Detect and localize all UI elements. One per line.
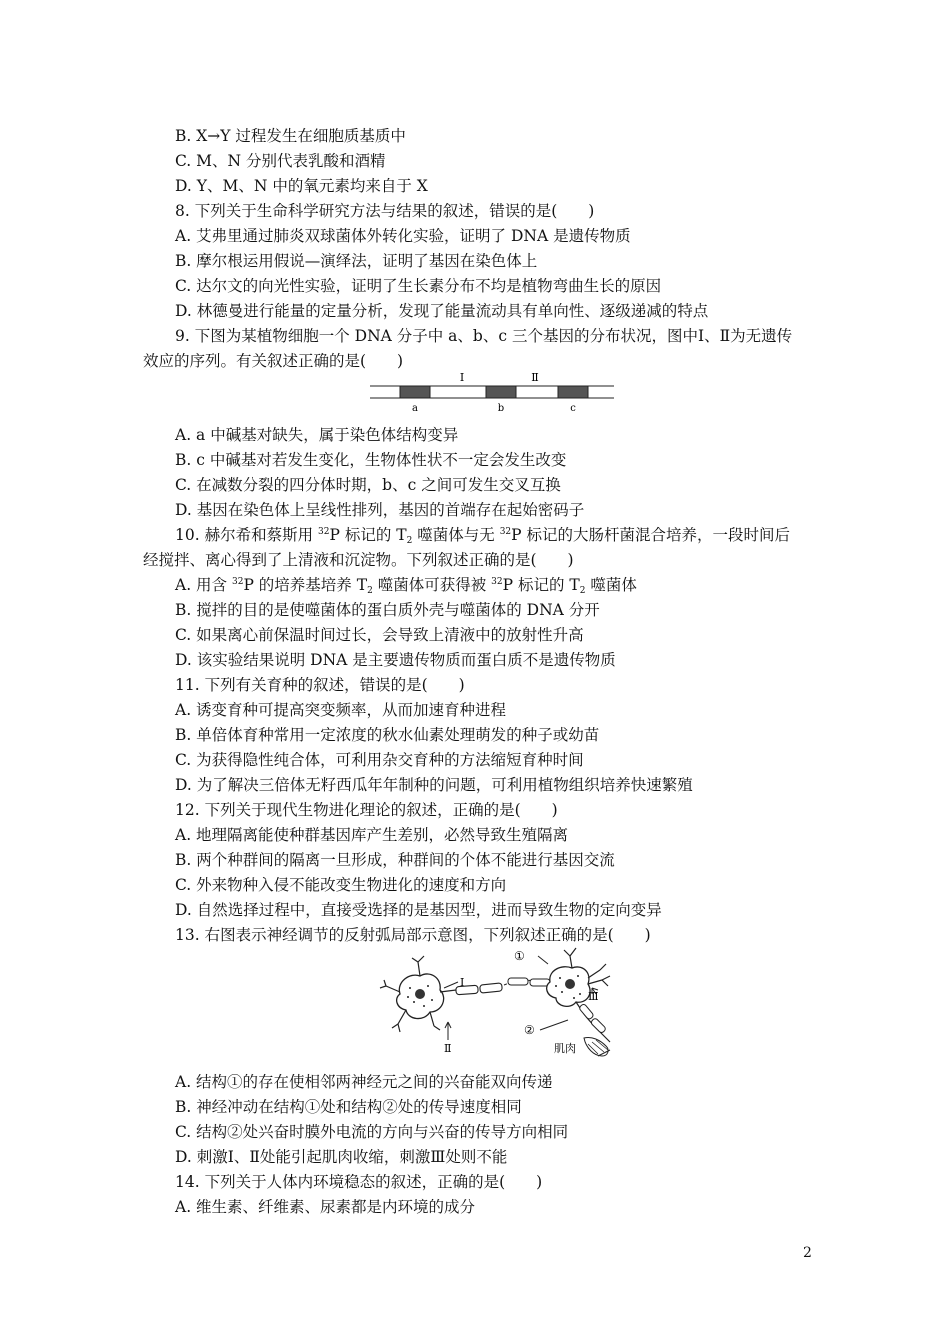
option-14a: A. 维生素、纤维素、尿素都是内环境的成分 <box>175 1198 476 1216</box>
option-13b: B. 神经冲动在结构①处和结构②处的传导速度相同 <box>175 1098 522 1116</box>
option-8a: A. 艾弗里通过肺炎双球菌体外转化实验，证明了 DNA 是遗传物质 <box>175 227 631 245</box>
option-9d: D. 基因在染色体上呈线性排列，基因的首端存在起始密码子 <box>175 501 585 519</box>
neuron-right-body <box>547 948 610 1006</box>
question-9-line1: 9. 下图为某植物细胞一个 DNA 分子中 a、b、c 三个基因的分布状况，图中Ⅰ、Ⅱ为无遗传 <box>175 327 793 345</box>
option-9b: B. c 中碱基对若发生变化，生物体性状不一定会发生改变 <box>175 451 567 469</box>
label-III: Ⅲ <box>588 990 599 1003</box>
option-10c: C. 如果离心前保温时间过长，会导致上清液中的放射性升高 <box>175 626 584 644</box>
gene-label-c: c <box>570 403 576 414</box>
gene-a-block <box>400 386 430 398</box>
label-muscle: 肌肉 <box>554 1042 576 1055</box>
option-11c: C. 为获得隐性纯合体，可利用杂交育种的方法缩短育种时间 <box>175 751 584 769</box>
gene-label-a: a <box>412 403 418 414</box>
question-13: 13. 右图表示神经调节的反射弧局部示意图，下列叙述正确的是( ) <box>175 926 651 944</box>
option-11b: B. 单倍体育种常用一定浓度的秋水仙素处理萌发的种子或幼苗 <box>175 726 600 744</box>
option-12b: B. 两个种群间的隔离一旦形成，种群间的个体不能进行基因交流 <box>175 851 615 869</box>
option-7c: C. M、N 分别代表乳酸和酒精 <box>175 152 386 170</box>
option-13a: A. 结构①的存在使相邻两神经元之间的兴奋能双向传递 <box>175 1073 553 1091</box>
label-I: Ⅰ <box>459 371 465 384</box>
question-14: 14. 下列关于人体内环境稳态的叙述，正确的是( ) <box>175 1173 543 1191</box>
neuron-left-body <box>380 956 444 1032</box>
label-II: Ⅱ <box>444 1042 452 1055</box>
option-12a: A. 地理隔离能使种群基因库产生差别，必然导致生殖隔离 <box>175 826 569 844</box>
dna-gene-diagram <box>368 368 618 416</box>
label-I: Ⅰ <box>460 976 465 989</box>
option-8b: B. 摩尔根运用假说—演绎法，证明了基因在染色体上 <box>175 252 538 270</box>
option-9a: A. a 中碱基对缺失，属于染色体结构变异 <box>175 426 459 444</box>
option-11a: A. 诱变育种可提高突变频率，从而加速育种进程 <box>175 701 507 719</box>
label-circle-2: ② <box>524 1023 535 1037</box>
option-12d: D. 自然选择过程中，直接受选择的是基因型，进而导致生物的定向变异 <box>175 901 662 919</box>
question-12: 12. 下列关于现代生物进化理论的叙述，正确的是( ) <box>175 801 558 819</box>
question-10-line1: 10. 赫尔希和蔡斯用 $^{32}$P 标记的 $T_2$ 噬菌体与无 $^{32}$P 标记的大肠杆菌混合培养，一段时间后 <box>175 526 790 546</box>
option-7b: B. X→Y 过程发生在细胞质基质中 <box>175 127 406 145</box>
option-10d: D. 该实验结果说明 DNA 是主要遗传物质而蛋白质不是遗传物质 <box>175 651 616 669</box>
question-8: 8. 下列关于生命科学研究方法与结果的叙述，错误的是( ) <box>175 202 595 220</box>
axon <box>440 978 550 995</box>
option-8d: D. 林德曼进行能量的定量分析，发现了能量流动具有单向性、逐级递减的特点 <box>175 302 709 320</box>
option-12c: C. 外来物种入侵不能改变生物进化的速度和方向 <box>175 876 507 894</box>
option-11d: D. 为了解决三倍体无籽西瓜年年制种的问题，可利用植物组织培养快速繁殖 <box>175 776 693 794</box>
gene-c-block <box>558 386 588 398</box>
option-7d: D. Y、M、N 中的氧元素均来自于 X <box>175 177 428 195</box>
option-13d: D. 刺激Ⅰ、Ⅱ处能引起肌肉收缩，刺激Ⅲ处则不能 <box>175 1148 508 1166</box>
page-number: 2 <box>803 1245 812 1261</box>
option-10a: A. 用含 $^{32}$P 的培养基培养 $T_2$ 噬菌体可获得被 $^{32}$P 标记的 $T_2$ 噬菌体 <box>175 576 637 596</box>
label-II: Ⅱ <box>531 371 539 384</box>
reflex-arc-diagram <box>378 942 630 1066</box>
option-10b: B. 搅拌的目的是使噬菌体的蛋白质外壳与噬菌体的 DNA 分开 <box>175 601 600 619</box>
label-circle-1: ① <box>514 949 525 963</box>
efferent-axon <box>576 1002 610 1042</box>
gene-b-block <box>486 386 516 398</box>
option-13c: C. 结构②处兴奋时膜外电流的方向与兴奋的传导方向相同 <box>175 1123 569 1141</box>
question-9-line2: 效应的序列。有关叙述正确的是( ) <box>143 352 404 370</box>
question-10-line2: 经搅拌、离心得到了上清液和沉淀物。下列叙述正确的是( ) <box>143 551 574 569</box>
question-11: 11. 下列有关育种的叙述，错误的是( ) <box>175 676 465 694</box>
option-9c: C. 在减数分裂的四分体时期，b、c 之间可发生交叉互换 <box>175 476 561 494</box>
gene-label-b: b <box>497 403 505 414</box>
option-8c: C. 达尔文的向光性实验，证明了生长素分布不均是植物弯曲生长的原因 <box>175 277 662 295</box>
